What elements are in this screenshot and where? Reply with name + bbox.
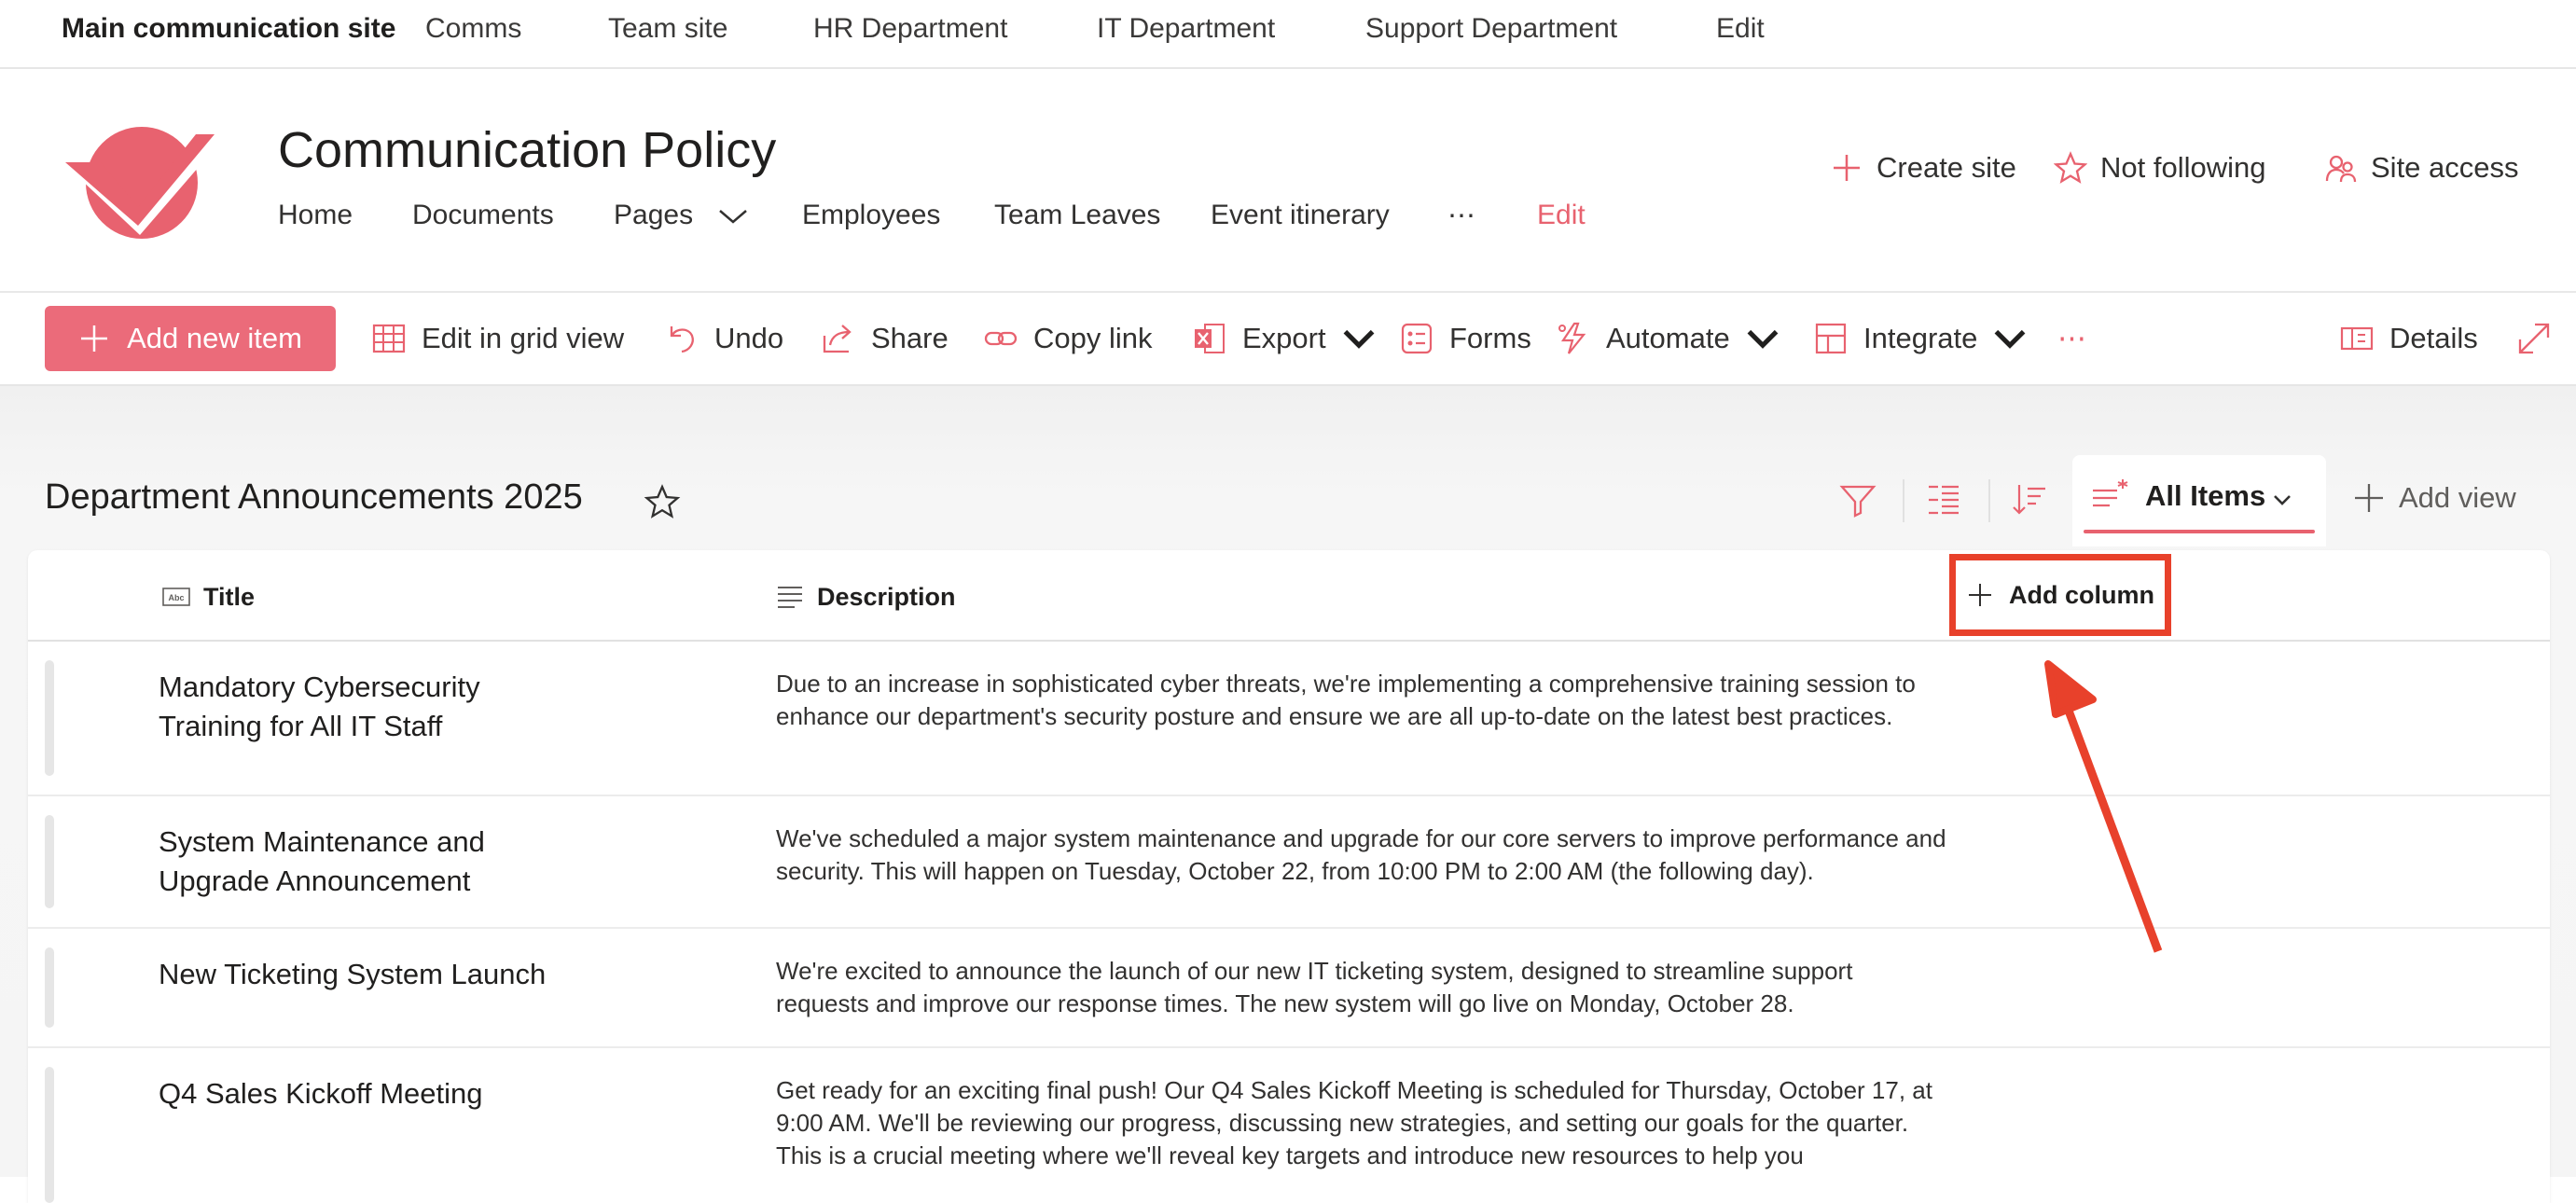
- excel-icon: [1192, 321, 1227, 356]
- site-nav-home[interactable]: Home: [278, 200, 353, 230]
- site-nav-team-leaves[interactable]: Team Leaves: [994, 200, 1161, 230]
- hub-item-comms[interactable]: Comms: [425, 13, 522, 44]
- row-title[interactable]: System Maintenance and Upgrade Announcement: [159, 825, 485, 897]
- toolbar-separator: [1903, 479, 1904, 522]
- plus-icon: [1966, 581, 1994, 609]
- row-description: Due to an increase in sophisticated cyber threats, we're implementing a comprehensive training session to enhance our department's security posture and ensure we are all up-to-date on the latest best practices.: [776, 670, 1916, 730]
- command-bar: [0, 293, 2576, 386]
- chevron-down-icon: [1341, 321, 1377, 356]
- hub-navigation: [0, 0, 2576, 69]
- multiline-text-icon: [776, 585, 804, 609]
- site-access-button[interactable]: [2324, 147, 2519, 188]
- row-description: We're excited to announce the launch of our new IT ticketing system, designed to streamline support requests and improve our response times. The new system will go live on Monday, October 28.: [776, 957, 1853, 1017]
- hub-item-support-department[interactable]: Support Department: [1365, 13, 1618, 44]
- hub-edit-link[interactable]: Edit: [1716, 13, 1765, 44]
- row-title[interactable]: Mandatory Cybersecurity Training for All IT Staff: [159, 671, 480, 742]
- column-title-label: Title: [203, 582, 256, 611]
- edit-grid-view-button[interactable]: [371, 315, 624, 362]
- table-row[interactable]: [28, 796, 2550, 929]
- chevron-down-icon: [2272, 492, 2292, 507]
- text-column-icon: [162, 587, 190, 607]
- checkmark-logo-icon[interactable]: [65, 121, 222, 239]
- favorite-star-icon[interactable]: [644, 483, 681, 520]
- plus-icon: [2352, 481, 2386, 515]
- site-title: Communication Policy: [278, 122, 777, 178]
- row-selection-bar[interactable]: [45, 1067, 54, 1203]
- link-icon: [983, 321, 1018, 356]
- svg-text:Abc: Abc: [168, 593, 185, 602]
- table-row[interactable]: [28, 929, 2550, 1048]
- chevron-down-icon: [1992, 321, 2028, 356]
- column-description-label: Description: [817, 582, 956, 611]
- export-button[interactable]: [1192, 315, 1377, 362]
- site-nav-event-itinerary[interactable]: Event itinerary: [1211, 200, 1390, 230]
- details-button[interactable]: [2339, 315, 2478, 362]
- forms-button[interactable]: [1399, 315, 1531, 362]
- chevron-down-icon: [1745, 321, 1780, 356]
- automate-button[interactable]: [1556, 315, 1780, 362]
- table-header-row: [28, 550, 2550, 642]
- row-selection-bar[interactable]: [45, 660, 54, 776]
- create-site-label: Create site: [1877, 151, 2016, 184]
- people-icon: [2324, 151, 2358, 185]
- more-commands-icon[interactable]: ⋯: [2057, 322, 2090, 354]
- site-nav-more-icon[interactable]: ⋯: [1447, 200, 1475, 231]
- not-following-label: Not following: [2100, 151, 2266, 184]
- all-items-label: All Items: [2145, 479, 2266, 512]
- site-nav-documents[interactable]: Documents: [412, 200, 554, 230]
- share-button[interactable]: [821, 315, 949, 362]
- undo-button[interactable]: [664, 315, 783, 362]
- integrate-button[interactable]: [1813, 315, 2028, 362]
- site-nav-pages[interactable]: [614, 200, 749, 231]
- list-content-area: [0, 386, 2576, 1177]
- filter-icon[interactable]: [1839, 481, 1877, 519]
- follow-button[interactable]: [2054, 147, 2265, 188]
- site-access-label: Site access: [2371, 151, 2519, 184]
- list-view-icon: [2091, 476, 2136, 517]
- view-tab-all-items[interactable]: [2072, 455, 2326, 546]
- undo-icon: [664, 321, 699, 356]
- share-icon: [821, 321, 856, 356]
- add-view-label: Add view: [2399, 481, 2516, 514]
- create-site-button[interactable]: [1830, 147, 2016, 188]
- add-column-button[interactable]: [1949, 554, 2171, 636]
- expand-icon[interactable]: [2516, 321, 2552, 356]
- integrate-label: Integrate: [1863, 322, 1978, 354]
- add-view-button[interactable]: [2352, 477, 2516, 519]
- hub-item-team-site[interactable]: Team site: [608, 13, 728, 44]
- grid-icon: [371, 321, 407, 356]
- forms-icon: [1399, 321, 1434, 356]
- toolbar-separator: [1988, 479, 1990, 522]
- hub-item-hr-department[interactable]: HR Department: [813, 13, 1008, 44]
- list-title: Department Announcements 2025: [45, 477, 583, 517]
- list-table: [28, 550, 2550, 1203]
- add-column-label: Add column: [2009, 580, 2154, 609]
- plus-icon: [1830, 151, 1863, 185]
- row-selection-bar[interactable]: [45, 947, 54, 1028]
- group-by-icon[interactable]: [1925, 481, 1962, 519]
- row-title[interactable]: Q4 Sales Kickoff Meeting: [159, 1077, 483, 1110]
- star-icon: [2054, 151, 2087, 185]
- table-row[interactable]: [28, 642, 2550, 796]
- details-label: Details: [2389, 322, 2478, 354]
- integrate-icon: [1813, 321, 1849, 356]
- info-pane-icon: [2339, 321, 2375, 356]
- table-row[interactable]: [28, 1048, 2550, 1203]
- share-label: Share: [871, 322, 949, 354]
- hub-item-it-department[interactable]: IT Department: [1097, 13, 1276, 44]
- row-description: We've scheduled a major system maintenance and upgrade for our core servers to improve performance and security. This will happen on Tuesday, October 22, from 10:00 PM to 2:00 AM (the following day).: [776, 824, 1946, 885]
- site-nav-edit[interactable]: Edit: [1537, 200, 1586, 230]
- hub-home-link[interactable]: Main communication site: [62, 13, 396, 44]
- site-header: [0, 69, 2576, 293]
- row-title[interactable]: New Ticketing System Launch: [159, 958, 547, 990]
- site-nav-employees[interactable]: Employees: [802, 200, 941, 230]
- row-description: Get ready for an exciting final push! Our Q4 Sales Kickoff Meeting is scheduled for Thursday, October 17, at 9:00 AM. We'll be reviewing our progress, discussing new strategies, and setting our goals for the quarter. This is a crucial meeting where we'll reveal key targets and introduce new resources to help you: [776, 1076, 1932, 1169]
- site-nav-pages-label: Pages: [614, 200, 694, 230]
- add-new-item-label: Add new item: [127, 322, 302, 354]
- plus-icon: [78, 323, 110, 354]
- export-label: Export: [1242, 322, 1326, 354]
- row-selection-bar[interactable]: [45, 815, 54, 908]
- copy-link-button[interactable]: [983, 315, 1153, 362]
- chevron-down-icon: [717, 205, 749, 228]
- add-new-item-button[interactable]: [45, 306, 336, 371]
- edit-grid-view-label: Edit in grid view: [422, 322, 625, 354]
- undo-label: Undo: [714, 322, 784, 354]
- forms-label: Forms: [1449, 322, 1531, 354]
- copy-link-label: Copy link: [1033, 322, 1153, 354]
- column-header-description[interactable]: [776, 578, 956, 615]
- column-header-title[interactable]: [162, 578, 255, 615]
- active-view-indicator: [2084, 530, 2315, 533]
- sort-icon[interactable]: [2011, 481, 2048, 519]
- automate-label: Automate: [1606, 322, 1730, 354]
- lightning-icon: [1556, 321, 1591, 356]
